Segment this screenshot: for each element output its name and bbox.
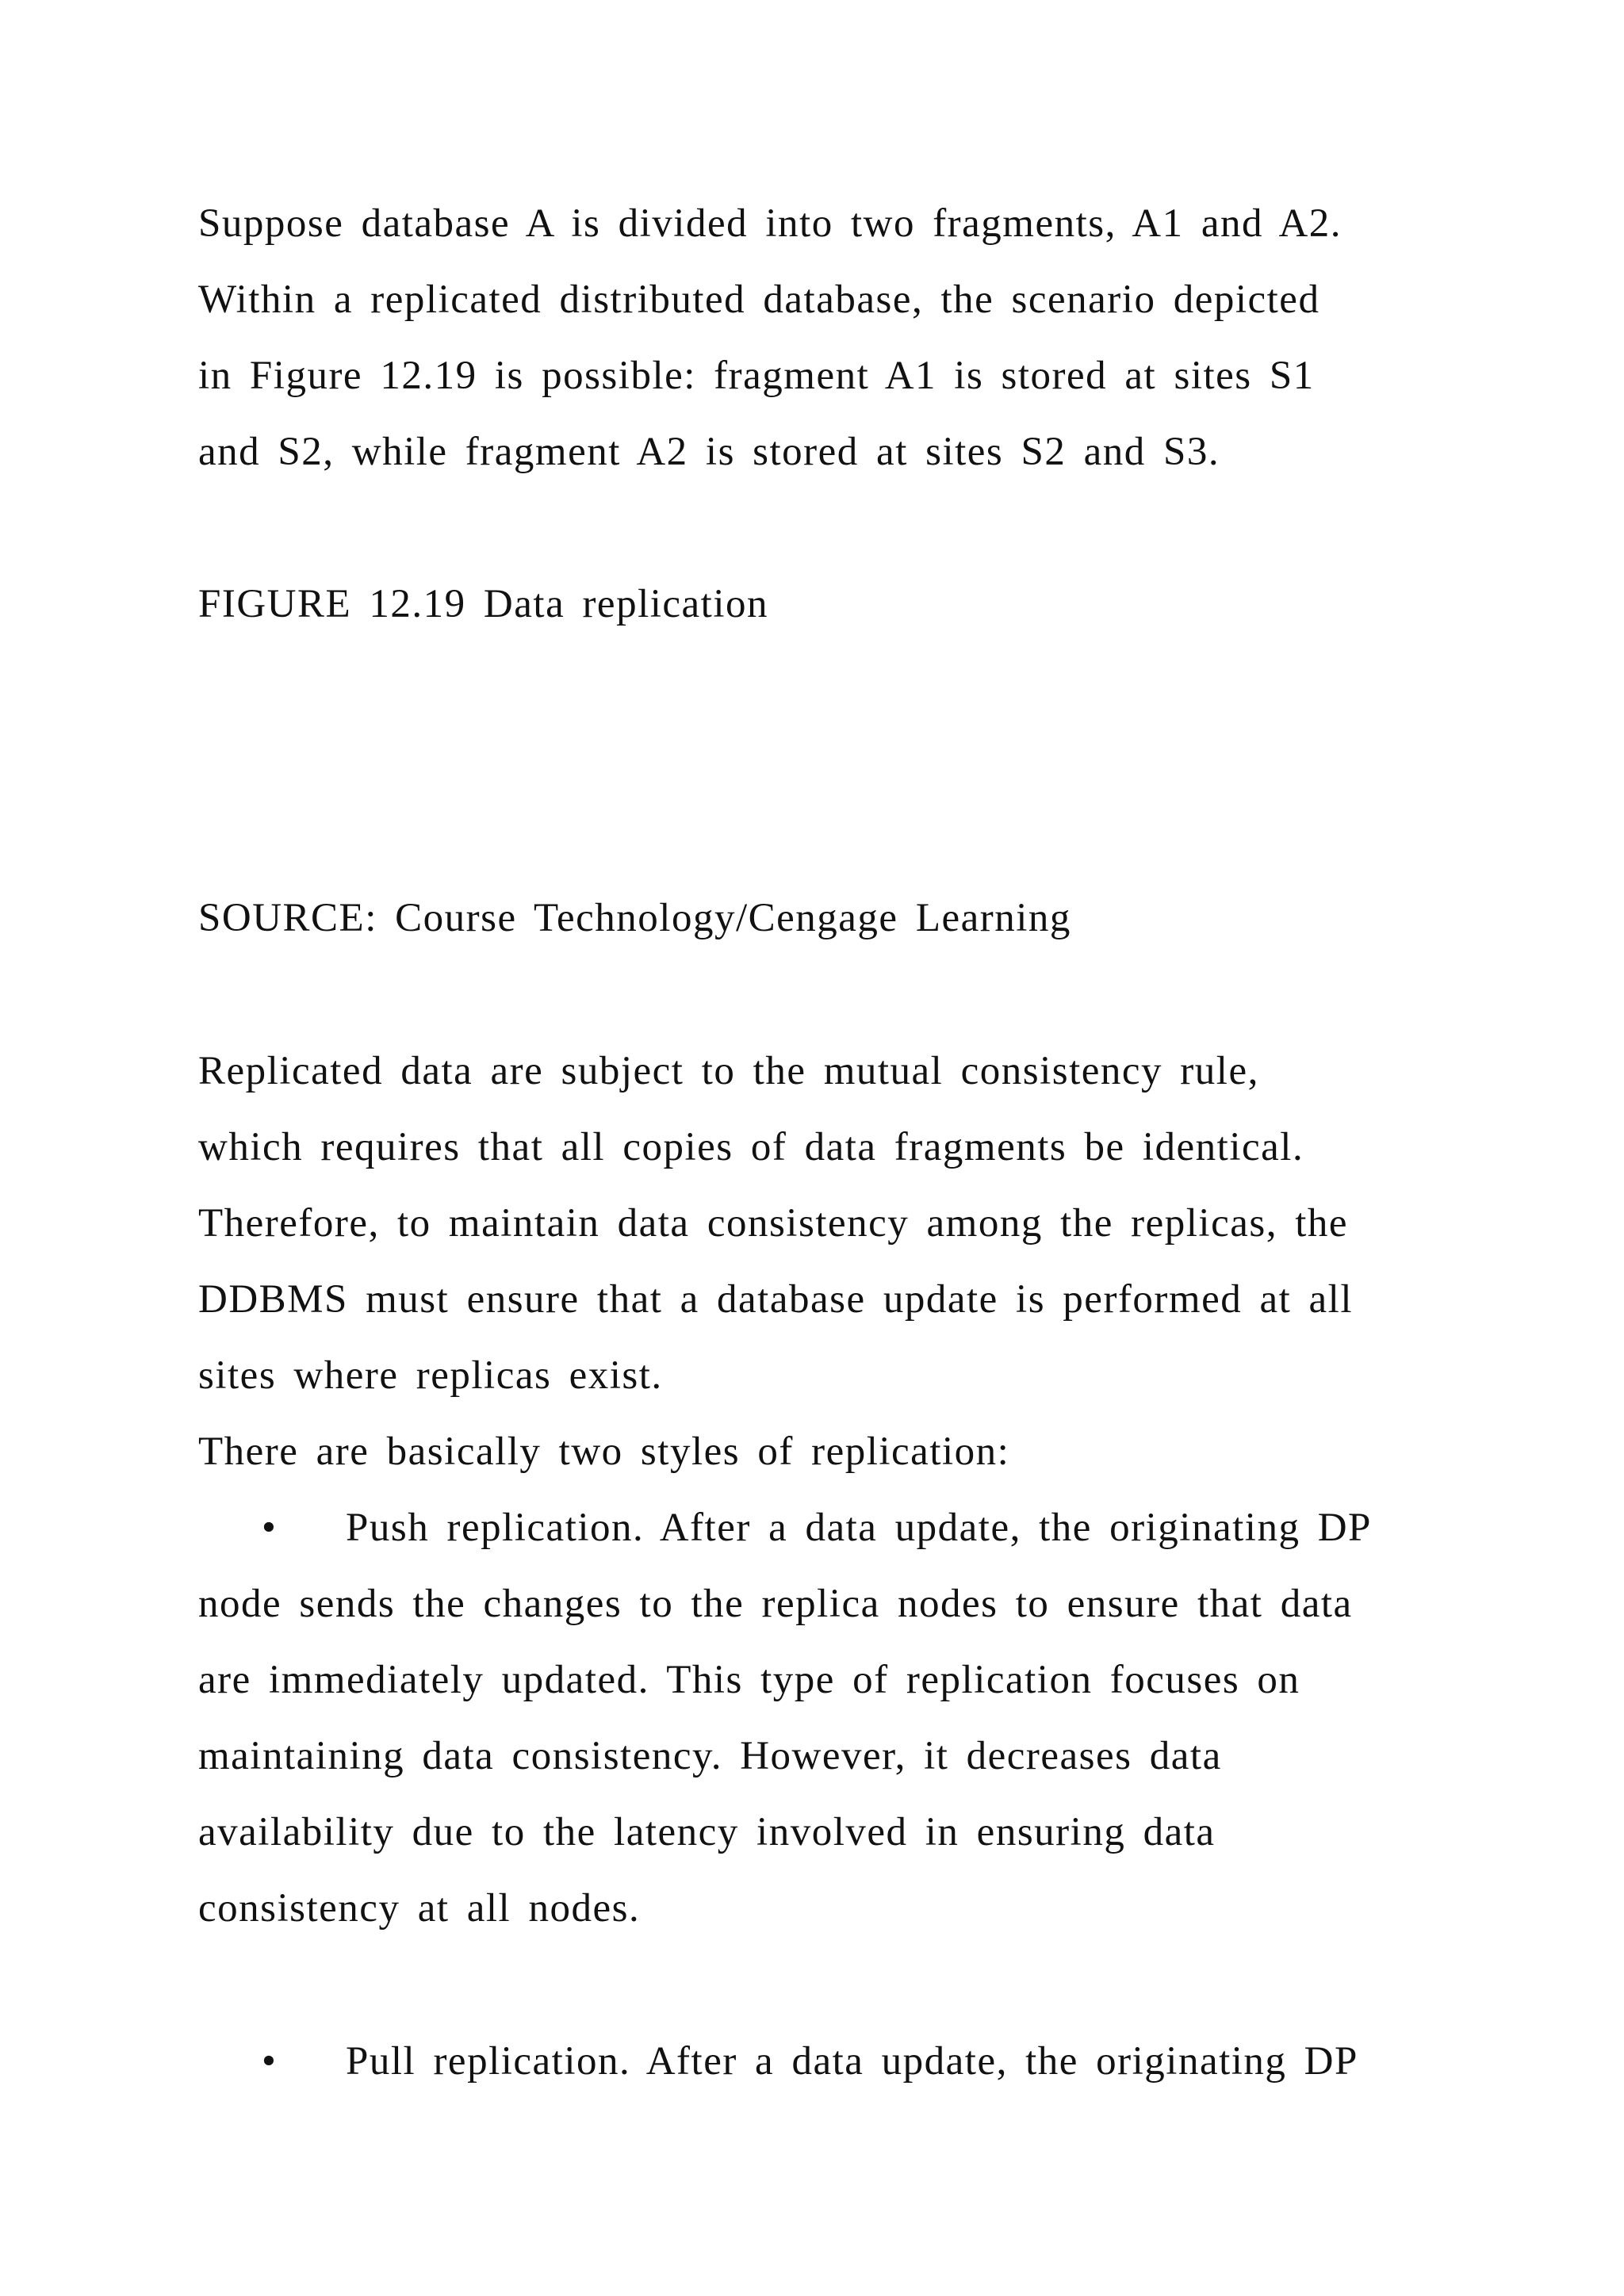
source-credit: SOURCE: Course Technology/Cengage Learning <box>198 896 1071 940</box>
push-item-line: node sends the changes to the replica nodes to ensure that data <box>198 1582 1353 1626</box>
paragraph-line: Within a replicated distributed database, the scenario depicted <box>198 277 1320 322</box>
paragraph-line: sites where replicas exist. <box>198 1353 663 1398</box>
paragraph-line: DDBMS must ensure that a database update is performed at all <box>198 1277 1353 1322</box>
styles-intro: There are basically two styles of replication: <box>198 1429 1010 1474</box>
push-item-line: are immediately updated. This type of replication focuses on <box>198 1658 1300 1702</box>
push-item-line: Push replication. After a data update, the originating DP <box>346 1506 1372 1550</box>
paragraph-line: Therefore, to maintain data consistency among the replicas, the <box>198 1201 1349 1246</box>
paragraph-line: which requires that all copies of data fragments be identical. <box>198 1125 1304 1169</box>
paragraph-line: and S2, while fragment A2 is stored at sites S2 and S3. <box>198 430 1220 474</box>
paragraph-line: in Figure 12.19 is possible: fragment A1 is stored at sites S1 <box>198 354 1315 398</box>
figure-caption: FIGURE 12.19 Data replication <box>198 582 769 626</box>
push-item-line: consistency at all nodes. <box>198 1886 641 1931</box>
push-item-line: maintaining data consistency. However, it decreases data <box>198 1734 1222 1778</box>
bullet-marker: • <box>262 2039 276 2084</box>
push-item-line: availability due to the latency involved in ensuring data <box>198 1810 1216 1854</box>
paragraph-line: Replicated data are subject to the mutual consistency rule, <box>198 1049 1259 1093</box>
paragraph-line: Suppose database A is divided into two fragments, A1 and A2. <box>198 201 1342 246</box>
bullet-marker: • <box>262 1506 276 1550</box>
pull-item-line: Pull replication. After a data update, the originating DP <box>346 2039 1358 2084</box>
